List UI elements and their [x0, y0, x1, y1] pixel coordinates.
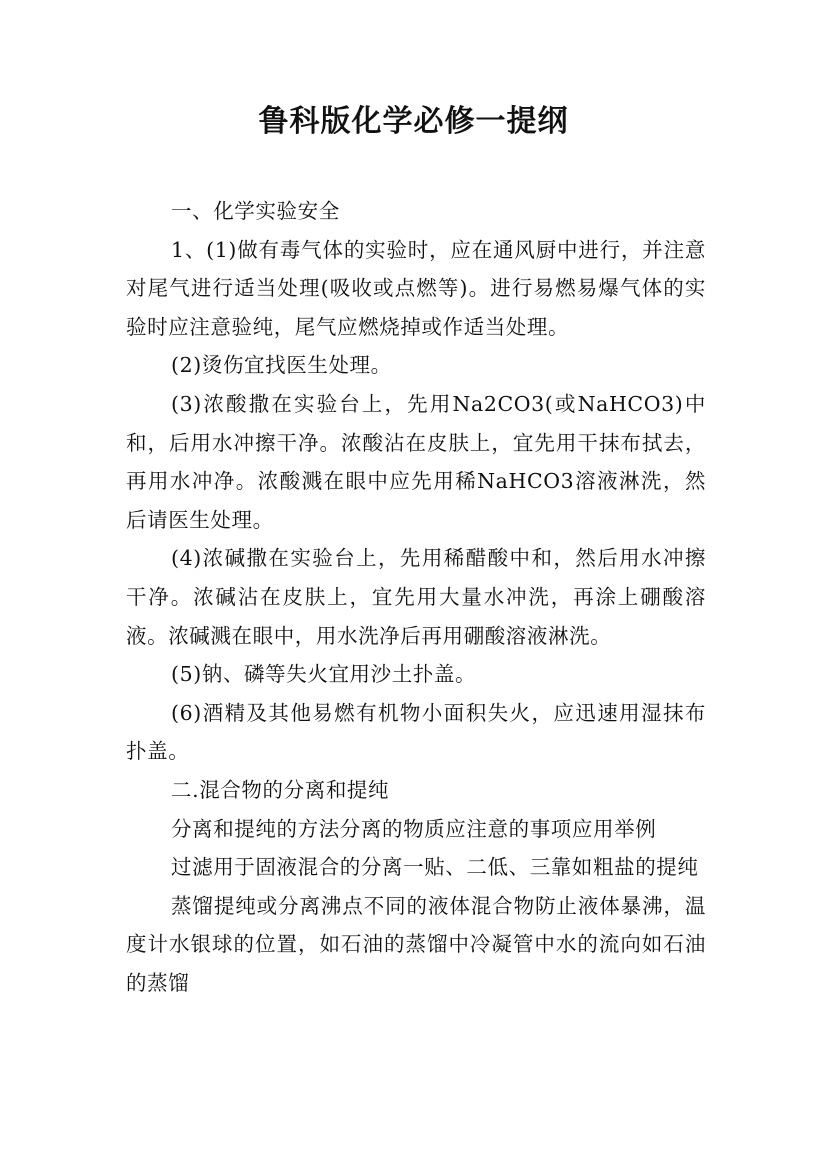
paragraph-table-header: 分离和提纯的方法分离的物质应注意的事项应用举例 — [171, 816, 657, 841]
paragraph-distillation: 蒸馏提纯或分离沸点不同的液体混合物防止液体暴沸，温度计水银球的位置，如石油的蒸馏中冷凝管中水的流向如石油的蒸馏 — [126, 893, 706, 995]
document-body — [126, 192, 706, 1002]
paragraph-toxic-gas: 1、(1)做有毒气体的实验时，应在通风厨中进行，并注意对尾气进行适当处理(吸收或点燃等)。进行易燃易爆气体的实验时应注意验纯，尾气应燃烧掉或作适当处理。 — [126, 237, 706, 339]
paragraph-conc-base: (4)浓碱撒在实验台上，先用稀醋酸中和，然后用水冲擦干净。浓碱沾在皮肤上，宜先用大量水冲洗，再涂上硼酸溶液。浓碱溅在眼中，用水洗净后再用硼酸溶液淋洗。 — [126, 546, 706, 648]
section-heading-lab-safety: 一、化学实验安全 — [171, 199, 340, 223]
paragraph-sodium-fire: (5)钠、磷等失火宜用沙土扑盖。 — [171, 662, 477, 687]
section-heading-separation: 二.混合物的分离和提纯 — [171, 777, 390, 802]
document-title: 鲁科版化学必修一提纲 — [258, 104, 569, 139]
paragraph-alcohol-fire: (6)酒精及其他易燃有机物小面积失火，应迅速用湿抹布扑盖。 — [126, 700, 706, 764]
paragraph-conc-acid: (3)浓酸撒在实验台上，先用Na2CO3(或NaHCO3)中和，后用水冲擦干净。浓酸沾在皮肤上，宜先用干抹布拭去，再用水冲净。浓酸溅在眼中应先用稀NaHCO3溶液淋洗，然后请医生处理。 — [126, 391, 706, 532]
paragraph-burns: (2)烫伤宜找医生处理。 — [171, 353, 392, 378]
paragraph-filtration: 过滤用于固液混合的分离一贴、二低、三靠如粗盐的提纯 — [171, 855, 699, 880]
